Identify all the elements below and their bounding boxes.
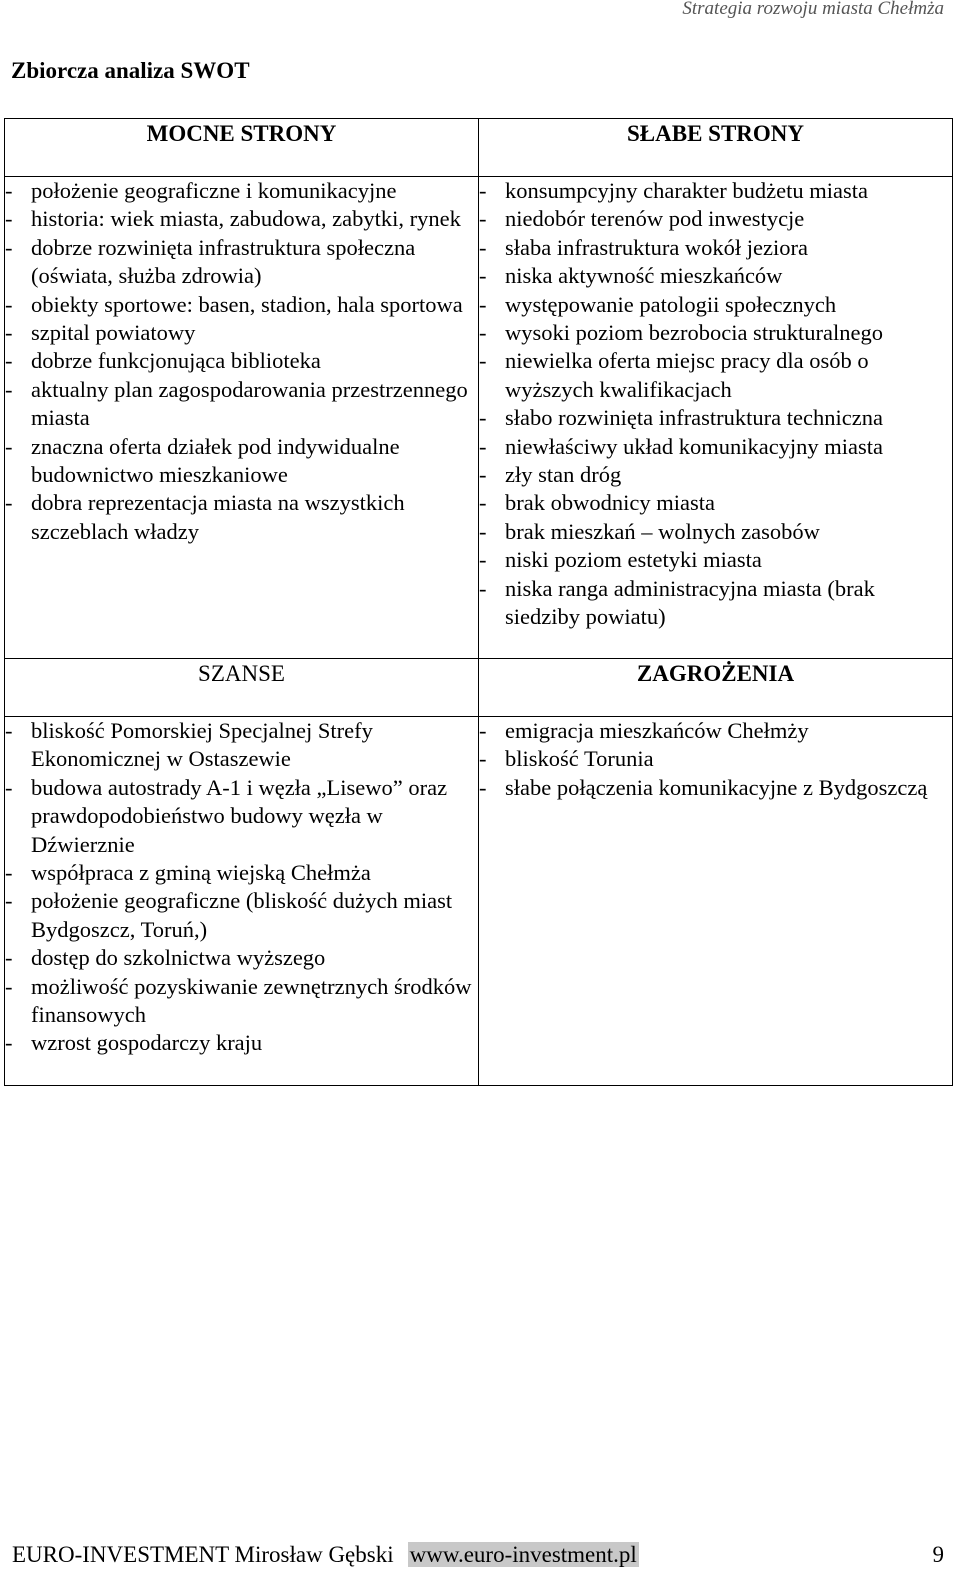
- list-item: - słaba infrastruktura wokół jeziora: [479, 234, 952, 262]
- list-item: - obiekty sportowe: basen, stadion, hala sportowa: [5, 291, 478, 319]
- list-item: - niska ranga administracyjna miasta (brak siedziby powiatu): [479, 575, 952, 632]
- list-item: - niewłaściwy układ komunikacyjny miasta: [479, 433, 952, 461]
- threats-cell: [479, 717, 953, 1086]
- list-item: - niedobór terenów pod inwestycje: [479, 205, 952, 233]
- footer-company: EURO-INVESTMENT Mirosław Gębski: [12, 1542, 394, 1567]
- strengths-heading-cell: [5, 119, 479, 177]
- swot-table: [4, 118, 953, 1086]
- list-item: - szpital powiatowy: [5, 319, 478, 347]
- opportunities-heading: SZANSE: [198, 661, 285, 686]
- strengths-cell: [5, 177, 479, 659]
- list-item: - brak obwodnicy miasta: [479, 489, 952, 517]
- footer-url: www.euro-investment.pl: [409, 1542, 637, 1567]
- weaknesses-heading-cell: [479, 119, 953, 177]
- list-item: - położenie geograficzne (bliskość dużych miast Bydgoszcz, Toruń,): [5, 887, 478, 944]
- list-item: - wysoki poziom bezrobocia strukturalnego: [479, 319, 952, 347]
- list-item: - dobra reprezentacja miasta na wszystkich szczeblach władzy: [5, 489, 478, 546]
- opportunities-list: [5, 717, 478, 1058]
- opportunities-cell: [5, 717, 479, 1086]
- list-item: - dostęp do szkolnictwa wyższego: [5, 944, 478, 972]
- list-item: - niski poziom estetyki miasta: [479, 546, 952, 574]
- list-item: - zły stan dróg: [479, 461, 952, 489]
- list-item: - brak mieszkań – wolnych zasobów: [479, 518, 952, 546]
- list-item: - słabo rozwinięta infrastruktura techniczna: [479, 404, 952, 432]
- list-item: - bliskość Torunia: [479, 745, 952, 773]
- weaknesses-list: [479, 177, 952, 632]
- list-item: - słabe połączenia komunikacyjne z Bydgoszczą: [479, 774, 952, 802]
- strengths-heading: MOCNE STRONY: [146, 121, 337, 146]
- weaknesses-cell: [479, 177, 953, 659]
- list-item: - występowanie patologii społecznych: [479, 291, 952, 319]
- running-header: Strategia rozwoju miasta Chełmża: [682, 0, 944, 19]
- list-item: - znaczna oferta działek pod indywidualne budownictwo mieszkaniowe: [5, 433, 478, 490]
- strengths-list: [5, 177, 478, 546]
- weaknesses-heading: SŁABE STRONY: [626, 121, 805, 146]
- list-item: - współpraca z gminą wiejską Chełmża: [5, 859, 478, 887]
- threats-list: [479, 717, 952, 802]
- list-item: - niewielka oferta miejsc pracy dla osób o wyższych kwalifikacjach: [479, 347, 952, 404]
- opportunities-heading-cell: [5, 659, 479, 717]
- list-item: - konsumpcyjny charakter budżetu miasta: [479, 177, 952, 205]
- page-number: 9: [932, 1542, 944, 1567]
- list-item: - aktualny plan zagospodarowania przestrzennego miasta: [5, 376, 478, 433]
- list-item: - położenie geograficzne i komunikacyjne: [5, 177, 478, 205]
- document-title: Zbiorcza analiza SWOT: [11, 58, 250, 83]
- threats-heading-cell: [479, 659, 953, 717]
- list-item: - historia: wiek miasta, zabudowa, zabytki, rynek: [5, 205, 478, 233]
- threats-heading: ZAGROŻENIA: [636, 661, 795, 686]
- list-item: - wzrost gospodarczy kraju: [5, 1029, 478, 1057]
- list-item: - bliskość Pomorskiej Specjalnej Strefy Ekonomicznej w Ostaszewie: [5, 717, 478, 774]
- list-item: - dobrze funkcjonująca biblioteka: [5, 347, 478, 375]
- list-item: - możliwość pozyskiwanie zewnętrznych środków finansowych: [5, 973, 478, 1030]
- list-item: - emigracja mieszkańców Chełmży: [479, 717, 952, 745]
- list-item: - budowa autostrady A-1 i węzła „Lisewo” oraz prawdopodobieństwo budowy węzła w Dźwierznie: [5, 774, 478, 859]
- footer: [12, 1541, 639, 1569]
- list-item: - niska aktywność mieszkańców: [479, 262, 952, 290]
- list-item: - dobrze rozwinięta infrastruktura społeczna (oświata, służba zdrowia): [5, 234, 478, 291]
